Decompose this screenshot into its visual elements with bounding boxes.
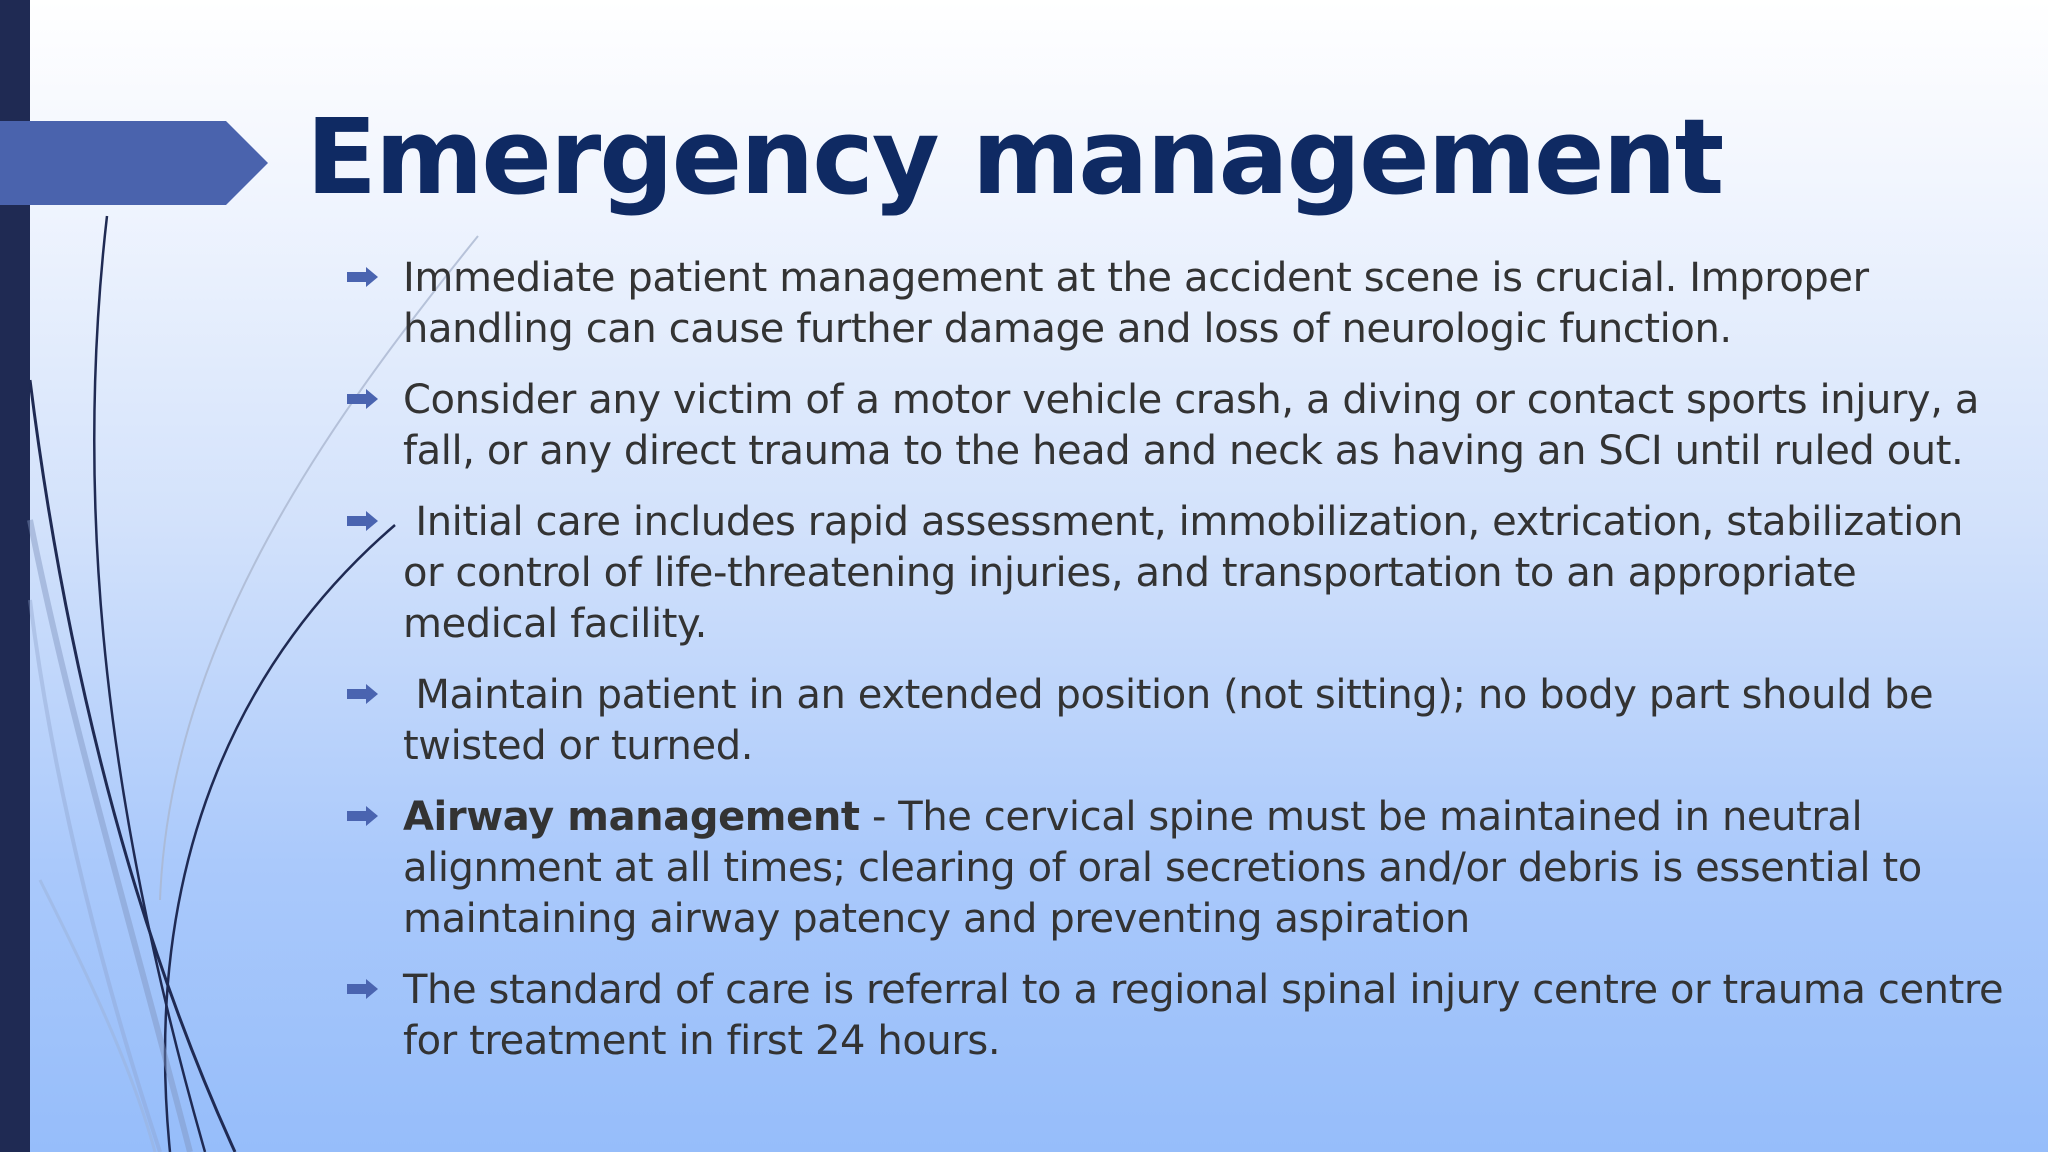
arrow-bullet-icon bbox=[346, 266, 380, 288]
bullet-text: Immediate patient management at the accident scene is crucial. Improper handling can cause further damage and loss of neurologic function. bbox=[403, 255, 1869, 352]
bullet-item bbox=[346, 965, 2006, 1067]
arrow-bullet-icon bbox=[346, 510, 380, 532]
bullet-bold-lead: Airway management bbox=[403, 794, 860, 840]
bullet-text: Maintain patient in an extended position (not sitting); no body part should be twisted or turned. bbox=[403, 672, 1946, 769]
bullet-text: - The cervical spine must be maintained in neutral alignment at all times; clearing of oral secretions and/or debris is essential to maintaining airway patency and preventing aspiration bbox=[403, 794, 1922, 942]
bullet-item bbox=[346, 497, 2006, 650]
title-arrow-shape bbox=[0, 121, 270, 205]
bullet-item bbox=[346, 253, 2006, 355]
arrow-bullet-icon bbox=[346, 805, 380, 827]
bullet-list bbox=[346, 253, 2006, 1087]
arrow-bullet-icon bbox=[346, 683, 380, 705]
arrow-bullet-icon bbox=[346, 978, 380, 1000]
bullet-item bbox=[346, 792, 2006, 945]
slide-title: Emergency management bbox=[306, 96, 1723, 218]
bullet-item bbox=[346, 670, 2006, 772]
bullet-text: Initial care includes rapid assessment, immobilization, extrication, stabilization or control of life-threatening injuries, and transportation to an appropriate medical facility. bbox=[403, 499, 1976, 647]
arrow-bullet-icon bbox=[346, 388, 380, 410]
bullet-item bbox=[346, 375, 2006, 477]
bullet-text: Consider any victim of a motor vehicle crash, a diving or contact sports injury, a fall, or any direct trauma to the head and neck as having an SCI until ruled out. bbox=[403, 377, 1979, 474]
bullet-text: The standard of care is referral to a regional spinal injury centre or trauma centre for treatment in first 24 hours. bbox=[403, 967, 2004, 1064]
